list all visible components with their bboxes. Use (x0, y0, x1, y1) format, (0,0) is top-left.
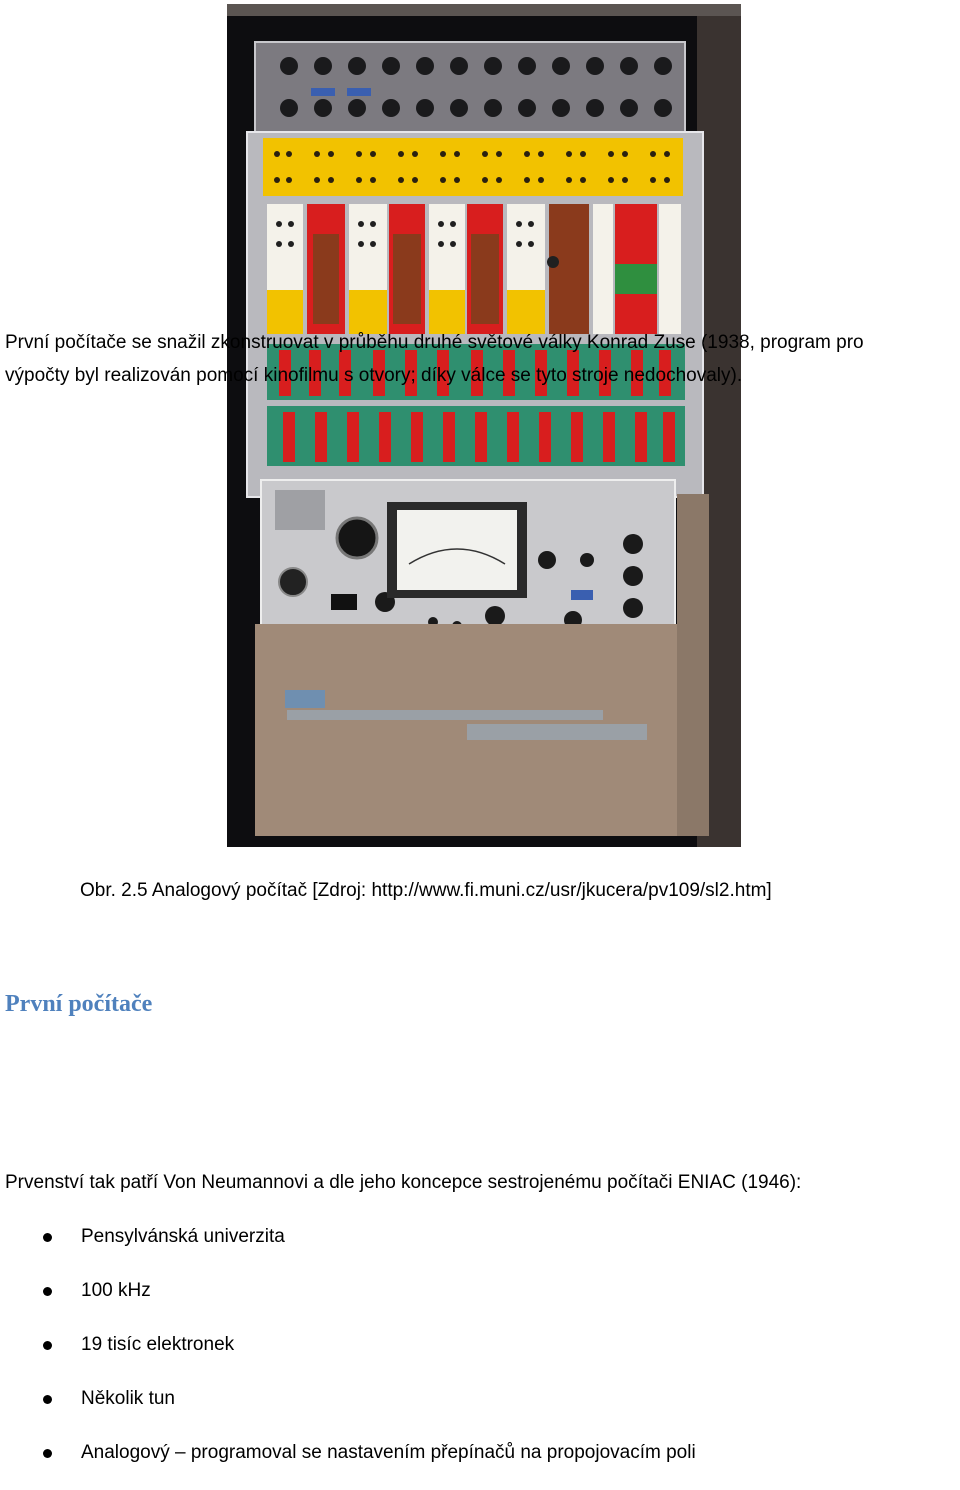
bullet-icon (43, 1449, 52, 1458)
list-item-text: 19 tisíc elektronek (81, 1334, 235, 1355)
list-item (0, 1220, 960, 1274)
list-item-text: Analogový – programoval se nastavením přepínačů na propojovacím poli (81, 1442, 696, 1463)
list-item (0, 1436, 960, 1490)
paragraph-eniac-text: Prvenství tak patří Von Neumannovi a dle jeho koncepce sestrojenému počítači ENIAC (1946): (5, 1172, 802, 1193)
analog-computer-photo (227, 4, 741, 847)
analog-computer-drawing (227, 4, 741, 847)
paragraph-eniac (5, 1166, 960, 1199)
section-heading: První počítače (5, 991, 153, 1017)
bullet-icon (43, 1287, 52, 1296)
bullet-icon (43, 1395, 52, 1404)
bullet-icon (43, 1233, 52, 1242)
eniac-facts-list (0, 1220, 960, 1490)
list-item-text: Několik tun (81, 1388, 175, 1409)
paragraph-zuse (5, 326, 960, 392)
list-item (0, 1328, 960, 1382)
list-item (0, 1382, 960, 1436)
list-item-text: 100 kHz (81, 1280, 151, 1301)
list-item (0, 1274, 960, 1328)
paragraph-zuse-line-2: výpočty byl realizován pomocí kinofilmu s otvory; díky válce se tyto stroje nedochovaly). (5, 365, 743, 386)
paragraph-zuse-line-1: První počítače se snažil zkonstruovat v průběhu druhé světové války Konrad Zuse (1938, program pro (5, 332, 864, 353)
list-item-text: Pensylvánská univerzita (81, 1226, 285, 1247)
bullet-icon (43, 1341, 52, 1350)
figure-caption: Obr. 2.5 Analogový počítač [Zdroj: http://www.fi.muni.cz/usr/jkucera/pv109/sl2.htm] (80, 880, 772, 901)
